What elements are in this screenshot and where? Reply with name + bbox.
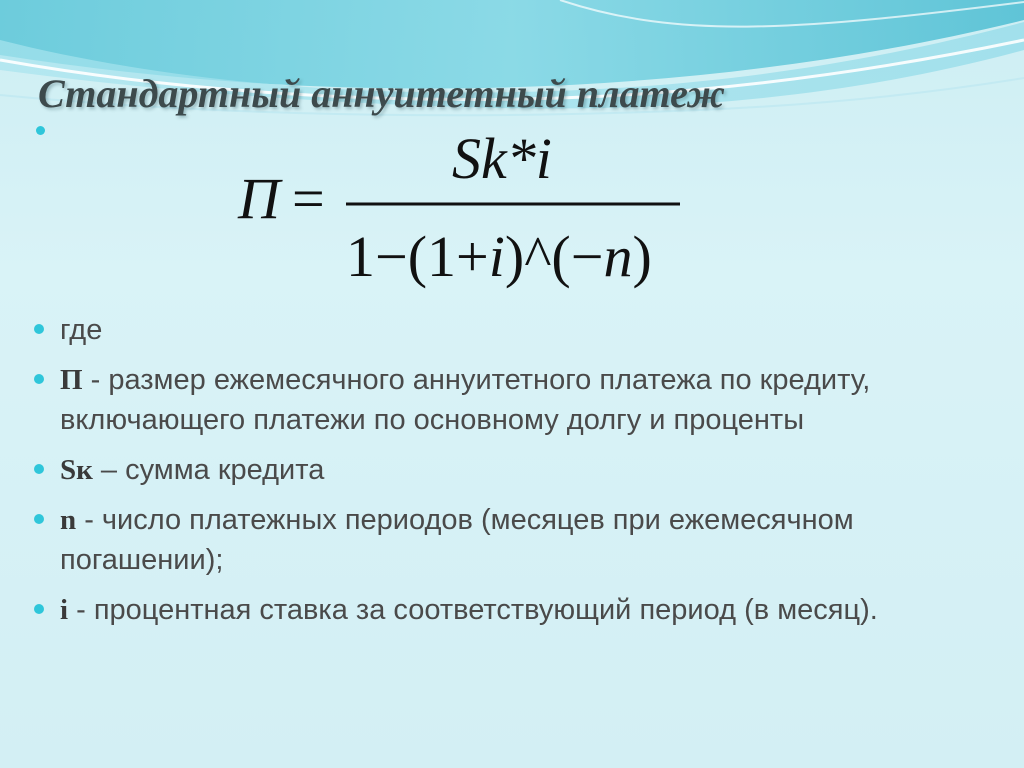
item-text: - число платежных периодов (месяцев при ежемесячном погашении); (60, 504, 854, 576)
item-text: – сумма кредита (92, 454, 325, 486)
item-term: n (60, 504, 77, 536)
item-text: где (60, 314, 103, 346)
list-item (32, 360, 952, 440)
denominator-one: 1 (346, 224, 375, 289)
definition-list (32, 310, 952, 640)
denominator-plus: + (456, 224, 489, 289)
bullet-icon (34, 374, 44, 384)
item-text: - процентная ставка за соответствующий период (в месяц). (68, 594, 878, 626)
denominator-caret: )^( (504, 224, 571, 289)
item-term: П (60, 364, 83, 396)
formula-equals: = (292, 166, 325, 231)
denominator-close-paren: ) (632, 224, 652, 289)
list-item (32, 590, 952, 630)
denominator-n: n (603, 224, 633, 289)
formula-denominator (346, 224, 652, 289)
slide-title: Стандартный аннуитетный платеж (38, 71, 725, 116)
formula-lhs: П (238, 166, 280, 231)
list-item (32, 310, 952, 350)
item-term: Sк (60, 454, 93, 486)
bullet-icon (34, 464, 44, 474)
item-term: i (60, 594, 69, 626)
denominator-i: i (488, 224, 505, 289)
bullet-icon (34, 604, 44, 614)
bullet-icon (34, 324, 44, 334)
item-text: - размер ежемесячного аннуитетного платежа по кредиту, включающего платежи по основному долгу и проценты (60, 364, 871, 436)
denominator-one-inner: 1 (427, 224, 457, 289)
denominator-minus: − (375, 224, 408, 289)
formula-numerator: Sk*i (452, 126, 552, 191)
list-item (32, 450, 952, 490)
list-item (32, 500, 952, 580)
denominator-open-paren: ( (407, 224, 428, 289)
bullet-icon (34, 514, 44, 524)
denominator-minus-n: − (570, 224, 604, 289)
